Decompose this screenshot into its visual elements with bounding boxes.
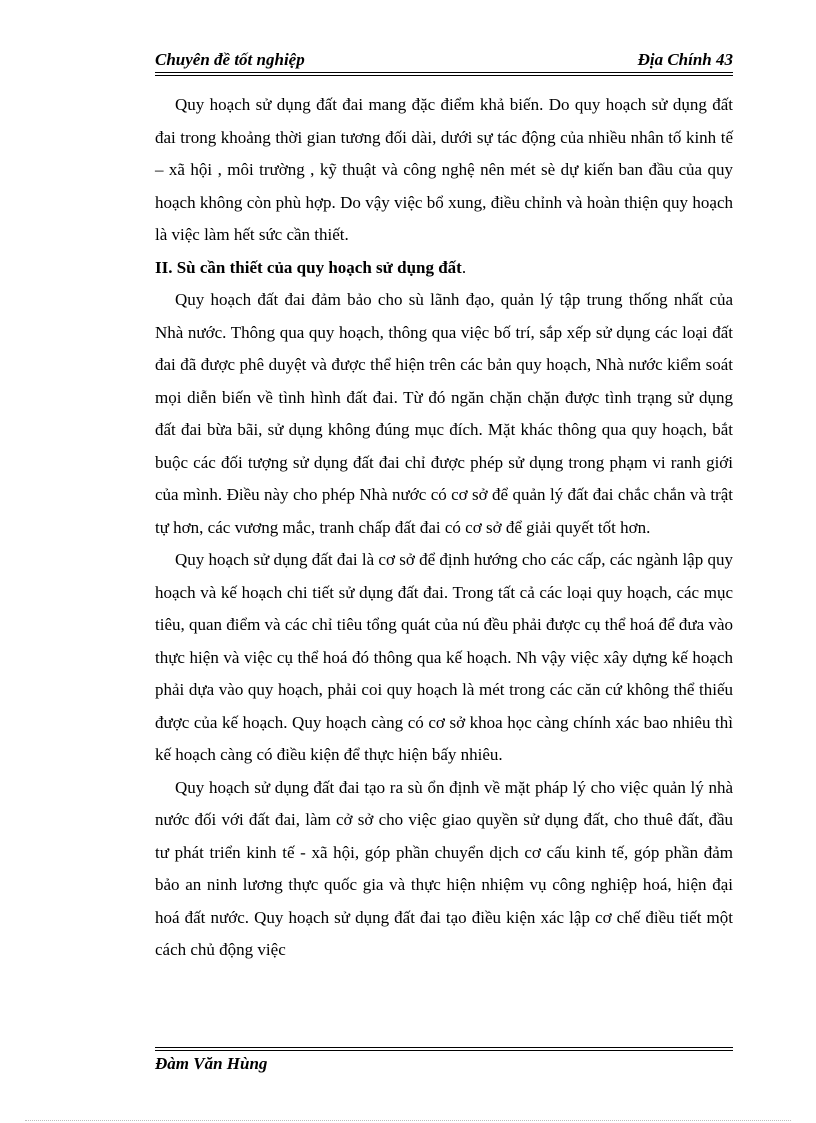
header-rule-bottom [155,75,733,76]
paragraph-mutability: Quy hoạch sử dụng đất đai mang đặc điểm khả biến. Do quy hoạch sử dụng đất đai trong khoảng thời gian tương đối dài, dưới sự tác động của nhiều nhân tố kinh tế – xã hội , môi trường , kỹ thuật và công nghệ nên mét sè dự kiến ban đầu của quy hoạch không còn phù hợp. Do vậy việc bổ xung, điều chỉnh và hoàn thiện quy hoạch là việc làm hết sức cần thiết. [155,95,733,244]
paragraph-state-management: Quy hoạch đất đai đảm bảo cho sù lãnh đạo, quản lý tập trung thống nhất của Nhà nước. Thông qua quy hoạch, thông qua việc bố trí, sắp xếp sử dụng các loại đất đai đã được phê duyệt và được thể hiện trên các bản quy hoạch, Nhà nước kiểm soát mọi diễn biến về tình hình đất đai. Từ đó ngăn chặn chặn được tình trạng sử dụng đất đai bừa bãi, sử dụng không đúng mục đích. Mặt khác thông qua quy hoạch, bắt buộc các đối tượng sử dụng đất đai chỉ được phép sử dụng trong phạm vi ranh giới của mình. Điều này cho phép Nhà nước có cơ sở để quản lý đất đai chắc chắn và trật tự hơn, các vương mắc, tranh chấp đất đai có cơ sở để giải quyết tốt hơn. [155,290,733,537]
section-heading-text: II. Sù cần thiết của quy hoạch sử dụng đất [155,257,462,277]
body-text [155,89,733,967]
page-bottom-edge [25,1120,791,1121]
section-heading [155,252,733,285]
footer-author: Đàm Văn Hùng [155,1054,268,1073]
paragraph-planning-basis: Quy hoạch sử dụng đất đai là cơ sở để định hướng cho các cấp, các ngành lập quy hoạch và kế hoạch chi tiết sử dụng đất đai. Trong tất cả các loại quy hoạch, các mục tiêu, quan điểm và các chỉ tiêu tổng quát của nú đều phải được cụ thể hoá để đưa vào thực hiện và việc cụ thể hoá đó thông qua kế hoạch. Nh vậy việc xây dựng kế hoạch phải dựa vào quy hoạch, phải coi quy hoạch là mét trong các căn cứ không thể thiếu được của kế hoạch. Quy hoạch càng có cơ sở khoa học càng chính xác bao nhiêu thì kế hoạch càng có điều kiện để thực hiện bấy nhiêu. [155,550,733,764]
section-heading-dot: . [461,257,467,277]
header-rule-top [155,72,733,73]
footer-rule-bottom [155,1050,733,1051]
page-header [155,50,733,72]
paragraph-legal-stability: Quy hoạch sử dụng đất đai tạo ra sù ổn định về mặt pháp lý cho việc quản lý nhà nước đối với đất đai, làm cở sở cho việc giao quyền sử dụng đất, cho thuê đất, đầu tư phát triển kinh tế - xã hội, góp phần chuyển dịch cơ cấu kinh tế, góp phần đảm bảo an ninh lương thực quốc gia và thực hiện nhiệm vụ công nghiệp hoá, hiện đại hoá đất nước. Quy hoạch sử dụng đất đai tạo điều kiện xác lập cơ chế điều tiết một cách chủ động việc [155,777,733,959]
header-document-type: Chuyên đề tốt nghiệp [155,50,305,69]
footer-rule-top [155,1047,733,1048]
header-department: Địa Chính 43 [637,50,733,69]
